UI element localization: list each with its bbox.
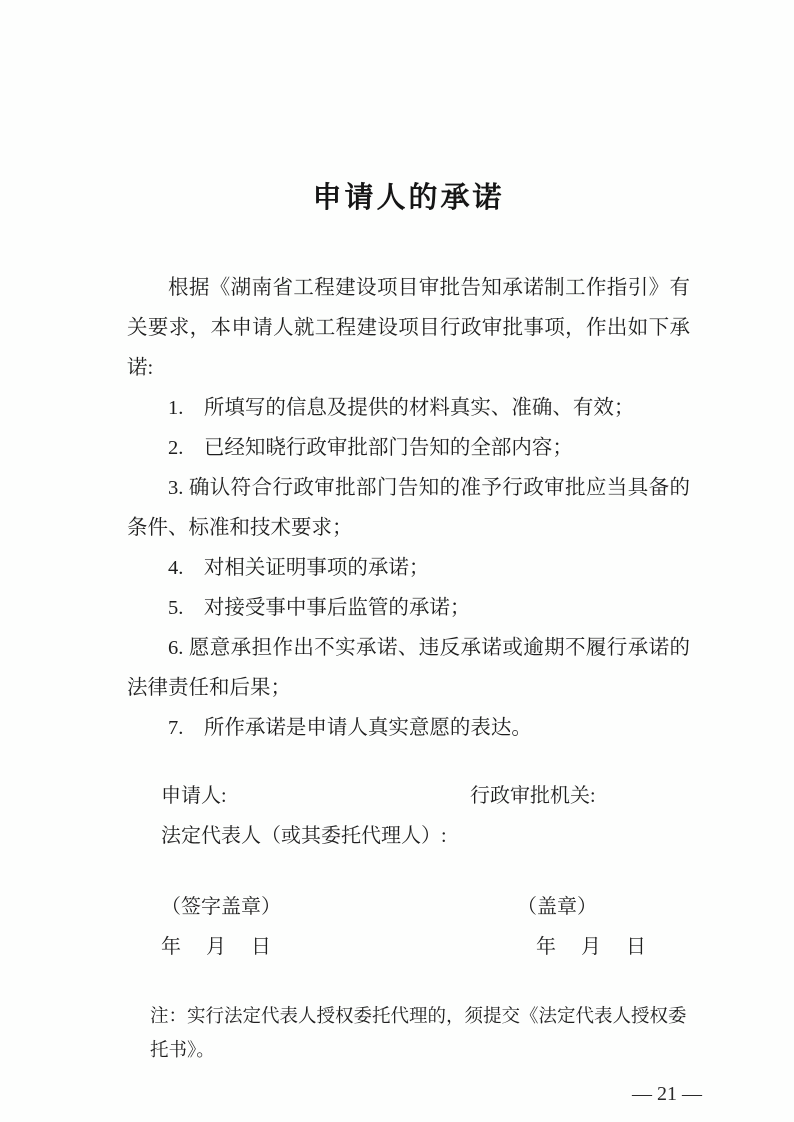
legal-rep-label: 法定代表人（或其委托代理人）: xyxy=(161,825,447,847)
commitment-item-5: 5. 对接受事中事后监管的承诺； xyxy=(168,597,471,619)
page-number: — 21 — xyxy=(632,1083,702,1105)
seal-label: （盖章） xyxy=(517,896,597,918)
signature-row-parties xyxy=(127,776,690,816)
commitment-item-7: 7. 所作承诺是申请人真实意愿的表达。 xyxy=(168,717,532,739)
footnote: 注：实行法定代表人授权委托代理的，须提交《法定代表人授权委托书》。 xyxy=(150,1007,687,1061)
signature-row-seals xyxy=(127,887,690,927)
commitment-item-6: 6. 愿意承担作出不实承诺、违反承诺或逾期不履行承诺的法律责任和后果； xyxy=(127,637,690,699)
signature-row-legal-rep xyxy=(127,816,690,856)
signature-section xyxy=(127,776,690,967)
document-title: 申请人的承诺 xyxy=(312,182,505,214)
authority-label: 行政审批机关: xyxy=(470,785,596,807)
document-content xyxy=(127,0,702,1107)
sign-seal-label: （签字盖章） xyxy=(161,896,281,918)
commitment-item-2: 2. 已经知晓行政审批部门告知的全部内容； xyxy=(168,437,573,459)
intro-paragraph: 根据《湖南省工程建设项目审批告知承诺制工作指引》有关要求，本申请人就工程建设项目行政审批事项，作出如下承诺: xyxy=(127,277,690,379)
applicant-label: 申请人: xyxy=(161,785,227,807)
commitment-body xyxy=(127,268,690,748)
date-right: 年 月 日 xyxy=(536,936,646,958)
commitment-item-3: 3. 确认符合行政审批部门告知的准予行政审批应当具备的条件、标准和技术要求； xyxy=(127,477,690,539)
commitment-item-4: 4. 对相关证明事项的承诺； xyxy=(168,557,430,579)
signature-row-dates xyxy=(127,927,690,967)
commitment-item-1: 1. 所填写的信息及提供的材料真实、准确、有效； xyxy=(168,397,635,419)
date-left: 年 月 日 xyxy=(161,936,271,958)
